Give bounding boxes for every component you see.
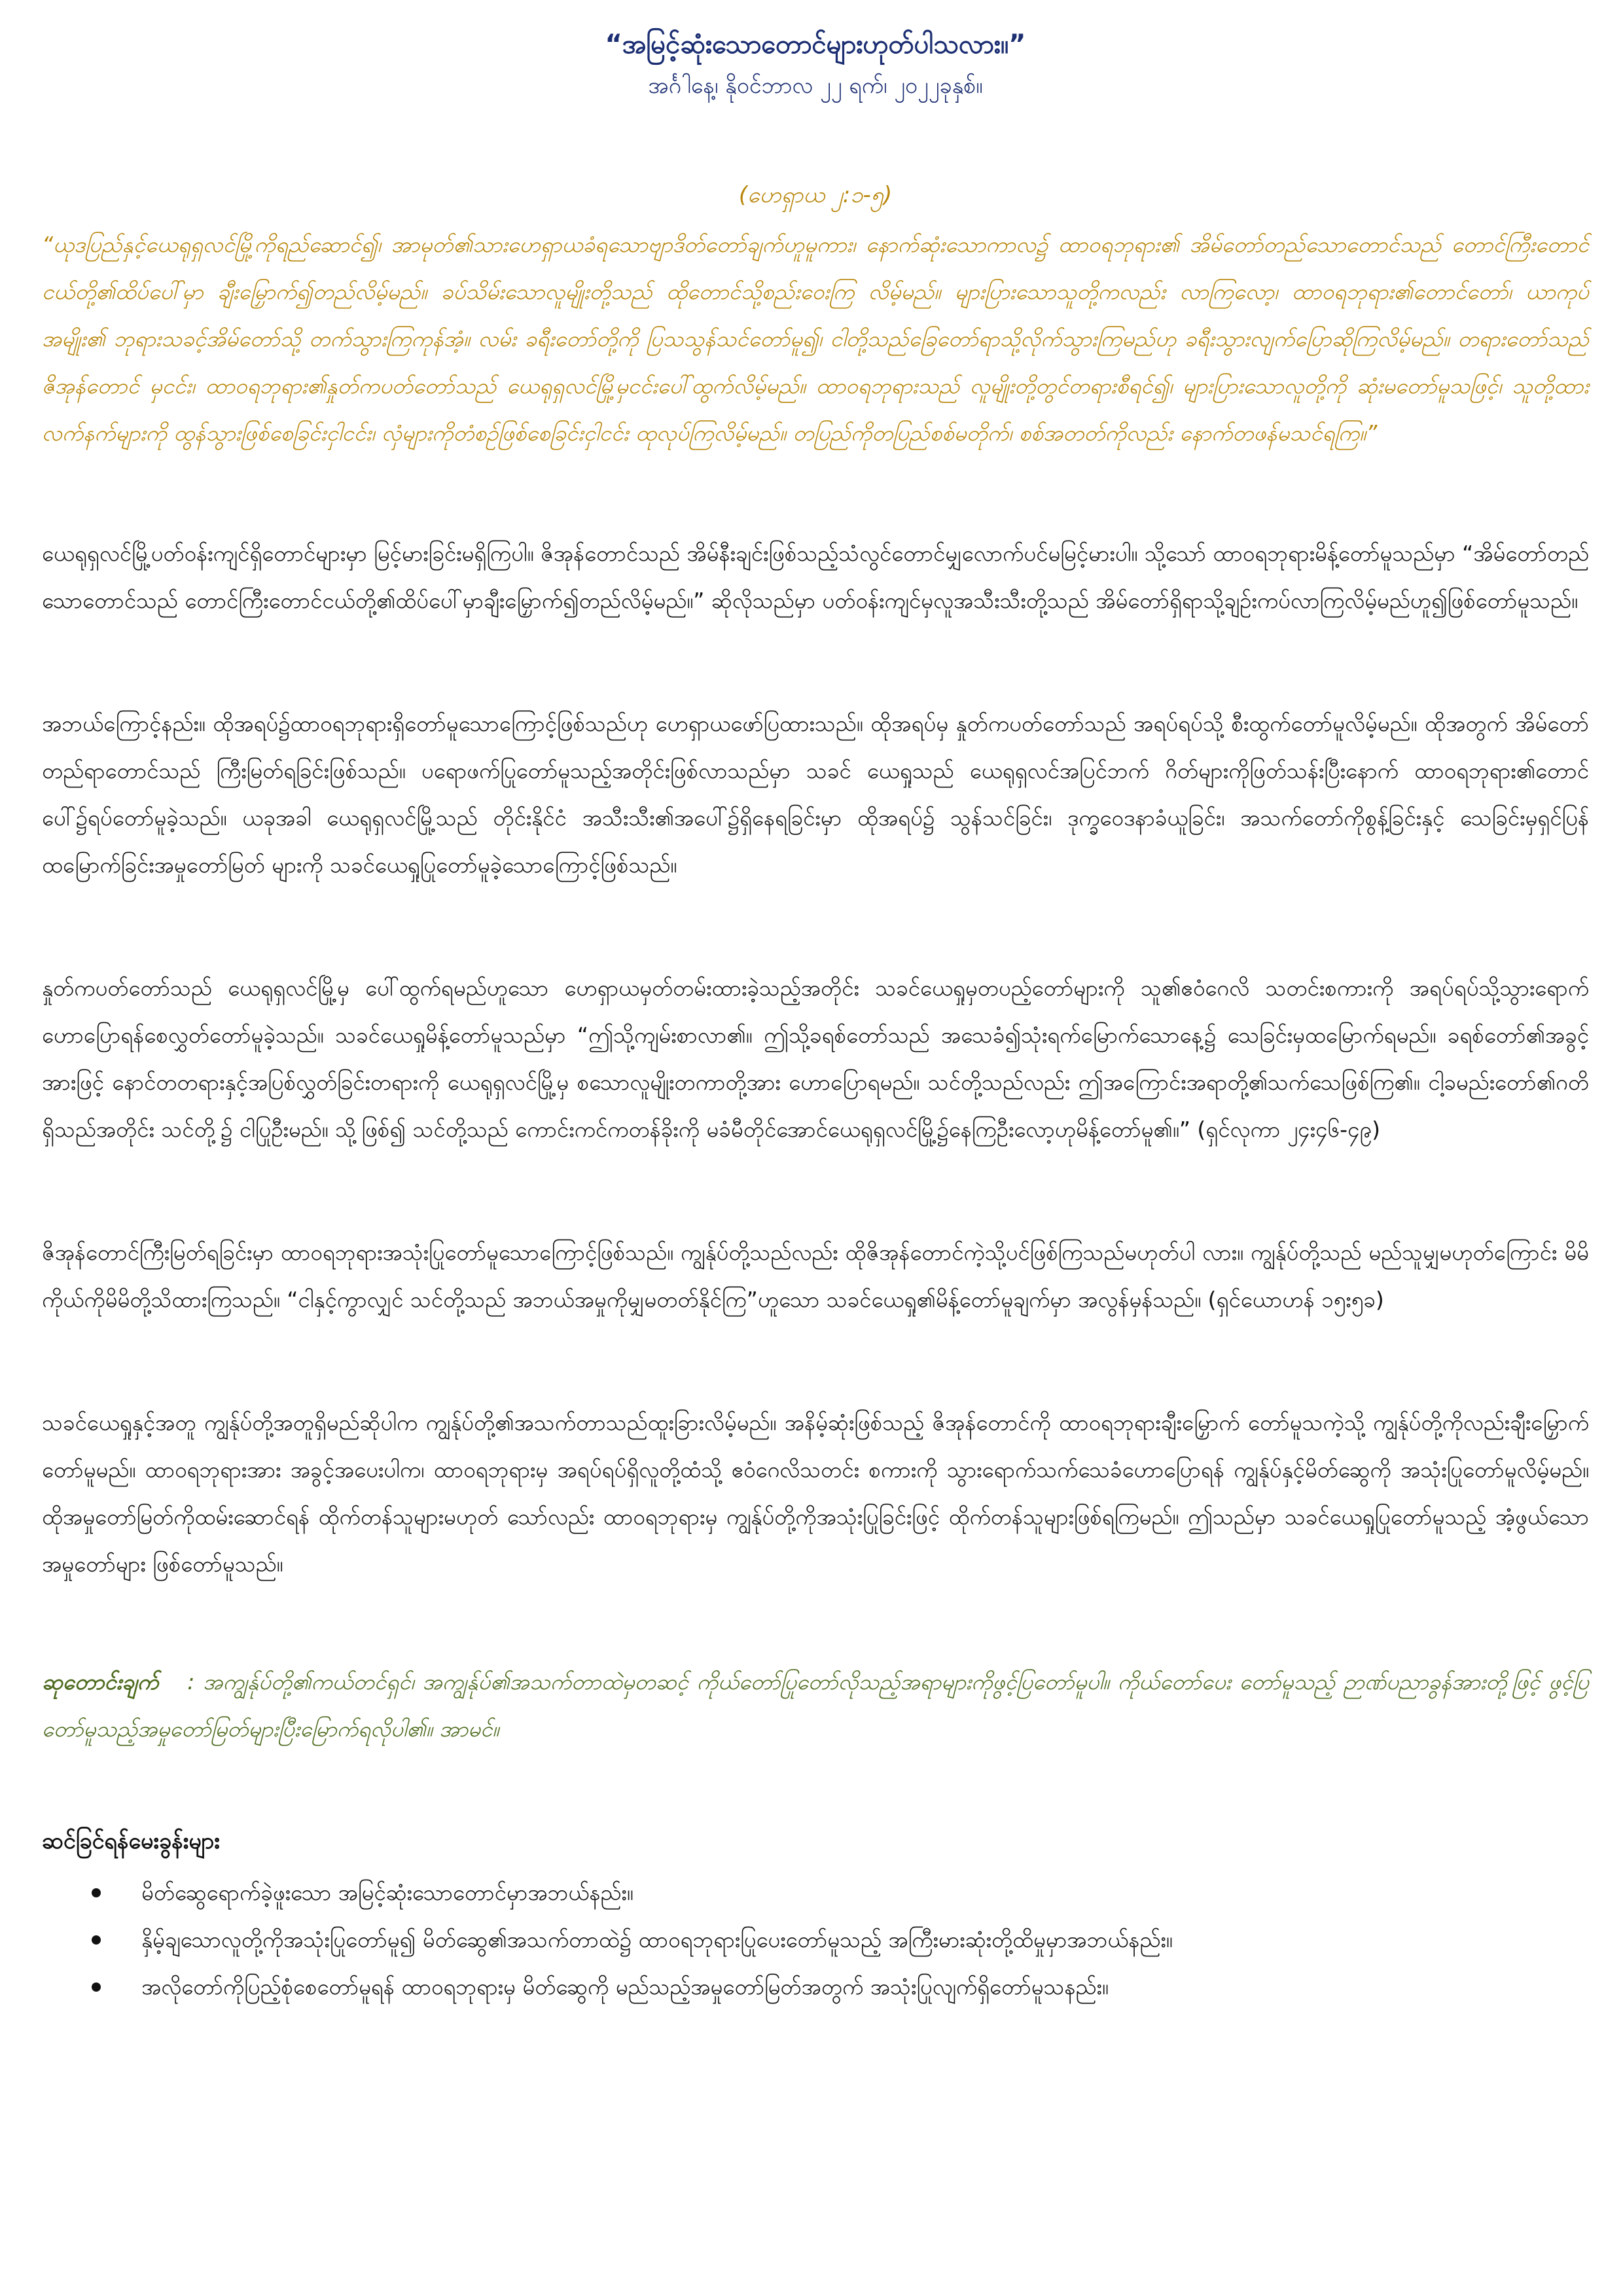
prayer-section xyxy=(42,1659,1589,1753)
devotional-page xyxy=(42,26,1589,2011)
question-item xyxy=(92,1916,1589,1964)
question-text: မိတ်ဆွေရောက်ခဲ့ဖူးသော အမြင့်ဆုံးသောတောင်မှာအဘယ်နည်း။ xyxy=(141,1880,633,1905)
body-paragraph-2: အဘယ်ကြောင့်နည်း။ ထိုအရပ်၌ထာဝရဘုရားရှိတော်မူသောကြောင့်ဖြစ်သည်ဟု ဟေရှာယဖော်ပြထားသည်။ ထိုအရပ်မှ နှုတ်ကပတ်တော်သည် အရပ်ရပ်သို့ စီးထွက်တော်မူလိမ့်မည်။ ထိုအတွက် အိမ်တော်တည်ရာတောင်သည် ကြီးမြတ်ရခြင်းဖြစ်သည်။ ပရောဖက်ပြုတော်မူသည့်အတိုင်းဖြစ်လာသည်မှာ သခင် ယေရှုသည် ယေရုရှလင်အပြင်ဘက် ဂိတ်များကိုဖြတ်သန်းပြီးနောက် ထာဝရဘုရား၏တောင်ပေါ်၌ရပ်တော်မူခဲ့သည်။ ယခုအခါ ယေရုရှလင်မြို့သည် တိုင်းနိုင်ငံ အသီးသီး၏အပေါ်၌ရှိနေရခြင်းမှာ ထိုအရပ်၌ သွန်သင်ခြင်း၊ ဒုက္ခဝေဒနာခံယူခြင်း၊ အသက်တော်ကိုစွန့်ခြင်းနှင့် သေခြင်းမှရှင်ပြန်ထမြောက်ခြင်းအမှုတော်မြတ် များကို သခင်ယေရှုပြုတော်မူခဲ့သောကြောင့်ဖြစ်သည်။ xyxy=(42,711,1589,878)
prayer-text: : အကျွန်ုပ်တို့၏ကယ်တင်ရှင်၊ အကျွန်ုပ်၏အသက်တာထဲမှတဆင့် ကိုယ်တော်ပြုတော်လိုသည့်အရာများကိုဖွင့်ပြတော်မူပါ။ ကိုယ်တော်ပေး တော်မူသည့် ဉာဏ်ပညာခွန်အားတို့ဖြင့် ဖွင့်ပြတော်မူသည့်အမှုတော်မြတ်များပြီးမြောက်ရလိုပါ၏။ အာမင်။ xyxy=(42,1669,1589,1742)
questions-heading: ဆင်ခြင်ရန်မေးခွန်းများ xyxy=(42,1828,220,1854)
question-item xyxy=(92,1964,1589,2011)
scripture-passage: “ယုဒပြည်နှင့်ယေရုရှလင်မြို့ကိုရည်ဆောင်၍၊ အာမုတ်၏သားဟေရှာယခံရသောဗျာဒိတ်တော်ချက်ဟူမူကား၊ နောက်ဆုံးသောကာလ၌ ထာဝရဘုရား၏ အိမ်တော်တည်သောတောင်သည် တောင်ကြီးတောင်ငယ်တို့၏ထိပ်ပေါ်မှာ ချီးမြှောက်၍တည်လိမ့်မည်။ ခပ်သိမ်းသောလူမျိုးတို့သည် ထိုတောင်သို့စည်းဝေးကြ လိမ့်မည်။ များပြားသောသူတို့ကလည်း လာကြလော့၊ ထာဝရဘုရား၏တောင်တော်၊ ယာကုပ်အမျိုး၏ ဘုရားသခင့်အိမ်တော်သို့ တက်သွားကြကုန်အံ့။ လမ်း ခရီးတော်တို့ကို ပြသသွန်သင်တော်မူ၍၊ ငါတို့သည်ခြေတော်ရာသို့လိုက်သွားကြမည်ဟု ခရီးသွားလျက်ပြောဆိုကြလိမ့်မည်။ တရားတော်သည် ဇိအုန်တောင် မှငင်း၊ ထာဝရဘုရား၏နှုတ်ကပတ်တော်သည် ယေရုရှလင်မြို့မှငင်းပေါ်ထွက်လိမ့်မည်။ ထာဝရဘုရားသည် လူမျိုးတို့တွင်တရားစီရင်၍၊ များပြားသောလူတို့ကို ဆုံးမတော်မူသဖြင့်၊ သူတို့ထားလက်နက်များကို ထွန်သွားဖြစ်စေခြင်းငှါငင်း၊ လှံများကိုတံစဉ်ဖြစ်စေခြင်းငှါငင်း ထုလုပ်ကြလိမ့်မည်။ တပြည်ကိုတပြည်စစ်မတိုက်၊ စစ်အတတ်ကိုလည်း နောက်တဖန်မသင်ရကြ။” xyxy=(42,232,1589,446)
body-paragraph-1: ယေရုရှလင်မြို့ပတ်ဝန်းကျင်ရှိတောင်များမှာ မြင့်မားခြင်းမရှိကြပါ။ ဇိအုန်တောင်သည် အိမ်နီးချင်းဖြစ်သည့်သံလွင်တောင်မျှလောက်ပင်မမြင့်မားပါ။ သို့သော် ထာဝရဘုရားမိန့်တော်မူသည်မှာ “အိမ်တော်တည်သောတောင်သည် တောင်ကြီးတောင်ငယ်တို့၏ထိပ်ပေါ်မှာချီးမြှောက်၍တည်လိမ့်မည်။” ဆိုလိုသည်မှာ ပတ်ဝန်းကျင်မှလူအသီးသီးတို့သည် အိမ်တော်ရှိရာသို့ချဉ်းကပ်လာကြလိမ့်မည်ဟူ၍ဖြစ်တော်မူသည်။ xyxy=(42,541,1589,613)
questions-list xyxy=(42,1869,1589,2011)
bullet-icon xyxy=(92,1888,101,1897)
prayer-label: ဆုတောင်းချက် xyxy=(42,1669,159,1695)
body-paragraph-4: ဇိအုန်တောင်ကြီးမြတ်ရခြင်းမှာ ထာဝရဘုရားအသုံးပြုတော်မူသောကြောင့်ဖြစ်သည်။ ကျွန်ုပ်တို့သည်လည်း ထိုဇိအုန်တောင်ကဲ့သို့ပင်ဖြစ်ကြသည်မဟုတ်ပါ လား။ ကျွန်ုပ်တို့သည် မည်သူမျှမဟုတ်ကြောင်း မိမိကိုယ်ကိုမိမိတို့သိထားကြသည်။ “ငါနှင့်ကွာလျှင် သင်တို့သည် အဘယ်အမှုကိုမျှမတတ်နိုင်ကြ”ဟူသော သခင်ယေရှု၏မိန့်တော်မူချက်မှာ အလွန်မှန်သည်။ (ရှင်ယောဟန် ၁၅း၅ခ) xyxy=(42,1240,1589,1312)
page-title: “အမြင့်ဆုံးသောတောင်များဟုတ်ပါသလား။” xyxy=(605,29,1026,60)
scripture-reference: (ဟေရှာယ ၂:၁-၅) xyxy=(738,182,893,208)
question-text: အလိုတော်ကိုပြည့်စုံစေတော်မူရန် ထာဝရဘုရားမှ မိတ်ဆွေကို မည်သည့်အမှုတော်မြတ်အတွက် အသုံးပြုလျက်ရှိတော်မူသနည်း။ xyxy=(141,1974,1109,2000)
body-paragraph-3: နှုတ်ကပတ်တော်သည် ယေရုရှလင်မြို့မှ ပေါ်ထွက်ရမည်ဟူသော ဟေရှာယမှတ်တမ်းထားခဲ့သည့်အတိုင်း သခင်ယေရှုမှတပည့်တော်များကို သူ၏ဧဝံဂေလိ သတင်းစကားကို အရပ်ရပ်သို့သွားရောက်ဟောပြောရန်စေလွှတ်တော်မူခဲ့သည်။ သခင်ယေရှုမိန့်တော်မူသည်မှာ “ဤသို့ကျမ်းစာလာ၏။ ဤသို့ခရစ်တော်သည် အသေခံ၍သုံးရက်မြောက်သောနေ့၌ သေခြင်းမှထမြောက်ရမည်။ ခရစ်တော်၏အခွင့်အားဖြင့် နောင်တတရားနှင့်အပြစ်လွှတ်ခြင်းတရားကို ယေရုရှလင်မြို့မှ စသောလူမျိုးတကာတို့အား ဟောပြောရမည်။ သင်တို့သည်လည်း ဤအကြောင်းအရာတို့၏သက်သေဖြစ်ကြ၏။ ငါ့ခမည်းတော်၏ဂတိရှိသည်အတိုင်း သင်တို့၌ ငါပြုဦးမည်။ သို့ဖြစ်၍ သင်တို့သည် ကောင်းကင်ကတန်ခိုးကို မခံမီတိုင်အောင်ယေရုရှလင်မြို့၌နေကြဦးလော့ဟုမိန့်တော်မူ၏။” (ရှင်လုကာ ၂၄း၄၆-၄၉) xyxy=(42,975,1589,1142)
body-paragraph-5: သခင်ယေရှုနှင့်အတူ ကျွန်ုပ်တို့အတူရှိမည်ဆိုပါက ကျွန်ုပ်တို့၏အသက်တာသည်ထူးခြားလိမ့်မည်။ အနိမ့်ဆုံးဖြစ်သည့် ဇိအုန်တောင်ကို ထာဝရဘုရားချီးမြှောက် တော်မူသကဲ့သို့ ကျွန်ုပ်တို့ကိုလည်းချီးမြှောက်တော်မူမည်။ ထာဝရဘုရားအား အခွင့်အပေးပါက၊ ထာဝရဘုရားမှ အရပ်ရပ်ရှိလူတို့ထံသို့ ဧဝံဂေလိသတင်း စကားကို သွားရောက်သက်သေခံဟောပြောရန် ကျွန်ုပ်နှင့်မိတ်ဆွေကို အသုံးပြုတော်မူလိမ့်မည်။ ထိုအမှုတော်မြတ်ကိုထမ်းဆောင်ရန် ထိုက်တန်သူများမဟုတ် သော်လည်း ထာဝရဘုရားမှ ကျွန်ုပ်တို့ကိုအသုံးပြုခြင်းဖြင့် ထိုက်တန်သူများဖြစ်ရကြမည်။ ဤသည်မှာ သခင်ယေရှုပြုတော်မူသည့် အံ့ဖွယ်သောအမှုတော်များ ဖြစ်တော်မူသည်။ xyxy=(42,1410,1589,1577)
question-text: နှိမ့်ချသောလူတို့ကိုအသုံးပြုတော်မူ၍ မိတ်ဆွေ၏အသက်တာထဲ၌ ထာဝရဘုရားပြုပေးတော်မူသည့် အကြီးမားဆုံးတို့ထိမှုမှာအဘယ်နည်း။ xyxy=(141,1927,1173,1952)
bullet-icon xyxy=(92,1982,101,1992)
page-date: အင်္ဂါနေ့၊ နိုဝင်ဘာလ ၂၂ ရက်၊ ၂၀၂၂ခုနှစ်။ xyxy=(648,73,983,99)
question-item xyxy=(92,1869,1589,1916)
bullet-icon xyxy=(92,1935,101,1945)
